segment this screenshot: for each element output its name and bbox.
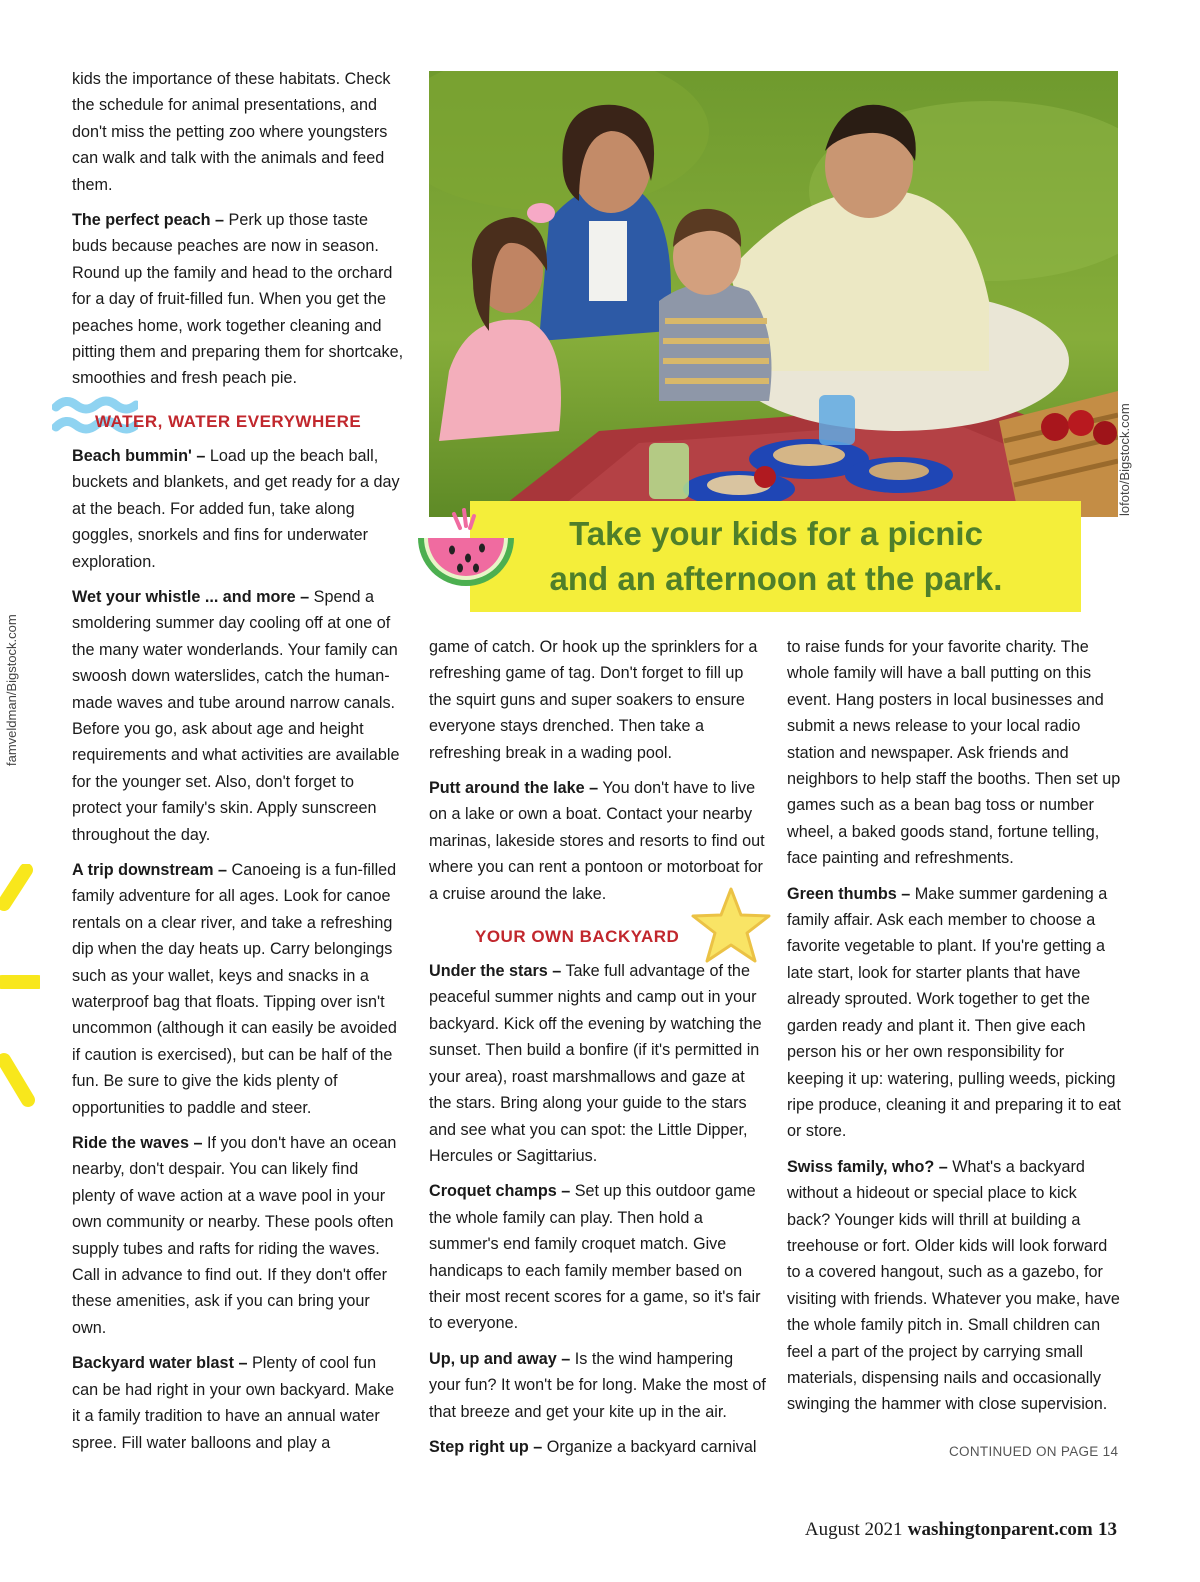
picnic-photo <box>429 71 1118 517</box>
carnival-heading: Step right up – <box>429 1437 543 1456</box>
section-title: WATER, WATER EVERYWHERE <box>95 411 362 431</box>
paragraph-beach <box>72 443 404 575</box>
article-column-2 <box>429 634 769 1469</box>
trip-text: Canoeing is a fun-filled family adventure for all ages. Look for canoe rentals on a clear river, and take a refreshing dip when the day heats up. Carry belongings such as your wallet, keys and snacks in a waterproof bag that floats. Tipping over isn't uncommon (although it can easily be avoided if caution is exercised), but can be half of the fun. Be sure to give the kids plenty of opportunities to paddle and steer. <box>72 860 397 1117</box>
website: washingtonparent.com <box>907 1519 1093 1540</box>
paragraph-whistle <box>72 584 404 848</box>
hideout-heading: Swiss family, who? – <box>787 1157 948 1176</box>
stars-heading: Under the stars – <box>429 962 562 981</box>
page-number: 13 <box>1098 1519 1117 1540</box>
caption-line-1: Take your kids for a picnic <box>569 515 983 552</box>
paragraph-kite <box>429 1346 769 1425</box>
article-column-3 <box>787 634 1121 1427</box>
peach-text: Perk up those taste buds because peaches are now in season. Round up the family and head to the orchard for a day of fruit-filled fun. When you get the peaches home, work together cleaning and pitting them and preparing them for shortcake, smoothies and fresh peach pie. <box>72 211 404 388</box>
picnic-illustration <box>429 71 1118 517</box>
paragraph-catch: game of catch. Or hook up the sprinklers for a refreshing game of tag. Don't forget to fill up the squirt guns and super soakers to ensure everyone stays drenched. Then take a refreshing break in a wading pool. <box>429 638 758 762</box>
article-column-1 <box>72 66 404 1465</box>
whistle-text: Spend a smoldering summer day cooling off at one of the many water wonderlands. Your family can swoosh down waterslides, catch the human-made waves and tube around narrow canals. Before you go, ask about age and height requirements and what activities are available for the younger set. Also, don't forget to protect your family's skin. Apply sunscreen throughout the day. <box>72 587 400 844</box>
kite-text: Is the wind hampering your fun? It won't be for long. Make the most of that breeze and get your kite up in the air. <box>429 1349 766 1421</box>
caption-line-2: and an afternoon at the park. <box>549 560 1003 597</box>
beach-text: Load up the beach ball, buckets and blankets, and get ready for a day at the beach. For added fun, take along goggles, snorkels and fins for underwater exploration. <box>72 446 400 571</box>
paragraph-trip <box>72 857 404 1121</box>
paragraph-stars <box>429 958 769 1169</box>
paragraph-peach <box>72 207 404 392</box>
beach-heading: Beach bummin' – <box>72 446 206 465</box>
paragraph-charity: to raise funds for your favorite charity. The whole family will have a ball putting on this event. Hang posters in local businesses and submit a news release to your local radio station and newspaper. Ask friends and neighbors to help staff the booths. Then set up games such as a bean bag toss or number wheel, a baked goods stand, fortune telling, face painting and refreshments. <box>787 638 1121 868</box>
sun-rays-icon <box>0 864 40 1124</box>
waves-heading: Ride the waves – <box>72 1134 203 1153</box>
issue-date: August 2021 <box>804 1519 903 1540</box>
croquet-heading: Croquet champs – <box>429 1182 571 1201</box>
blast-heading: Backyard water blast – <box>72 1354 248 1373</box>
whistle-heading: Wet your whistle ... and more – <box>72 587 310 606</box>
lake-heading: Putt around the lake – <box>429 779 599 798</box>
side-photo-credit: famveldman/Bigstock.com <box>4 614 19 766</box>
paragraph-carnival <box>429 1434 769 1460</box>
page-footer <box>805 1519 1117 1541</box>
garden-text: Make summer gardening a family affair. Ask each member to choose a favorite vegetable to plant. If you're getting a late start, look for starter plants that have already sprouted. Work together to get the garden ready and plant it. Then give each person his or her own responsibility for keeping it up: watering, pulling weeds, picking ripe produce, cleaning it and preparing it to eat or store. <box>787 884 1121 1141</box>
trip-heading: A trip downstream – <box>72 860 228 879</box>
section-title: YOUR OWN BACKYARD <box>475 927 680 947</box>
blast-text: Plenty of cool fun can be had right in your own backyard. Make it a family tradition to have an annual water spree. Fill water balloons and play a <box>72 1354 395 1452</box>
lake-text: You don't have to live on a lake or own a boat. Contact your nearby marinas, lakeside stores and resorts to find out where you can rent a pontoon or motorboat for a cruise around the lake. <box>429 779 765 903</box>
paragraph-hideout <box>787 1154 1121 1418</box>
paragraph-blast <box>72 1350 404 1456</box>
peach-heading: The perfect peach – <box>72 211 225 230</box>
kite-heading: Up, up and away – <box>429 1349 571 1368</box>
photo-caption <box>476 511 1076 601</box>
stars-text: Take full advantage of the peaceful summer nights and camp out in your backyard. Kick off the evening by watching the sunset. Then build a bonfire (if it's permitted in your area), roast marshmallows and gaze at the stars. Bring along your guide to the stars and see what you can spot: the Little Dipper, Hercules or Sagittarius. <box>429 962 762 1165</box>
carnival-text: Organize a backyard carnival <box>542 1437 757 1456</box>
paragraph-waves <box>72 1130 404 1341</box>
star-icon <box>690 885 772 965</box>
section-heading-water <box>72 401 404 441</box>
hideout-text: What's a backyard without a hideout or special place to kick back? Younger kids will thrill at building a treehouse or fort. Older kids will look forward to a covered hangout, such as a gazebo, for visiting with friends. Whatever you make, have the whole family pitch in. Small children can feel a part of the project by carrying small materials, dispensing nails and occasionally swinging the hammer with close supervision. <box>787 1157 1120 1414</box>
photo-credit: lofoto/Bigstock.com <box>1117 403 1132 516</box>
continued-note: CONTINUED ON PAGE 14 <box>949 1444 1119 1459</box>
garden-heading: Green thumbs – <box>787 884 911 903</box>
waves-text: If you don't have an ocean nearby, don't despair. You can likely find plenty of wave action at a wave pool in your own community or nearby. These pools often supply tubes and rafts for riding the waves. Call in advance to find out. If they don't offer these amenities, ask if you can bring your own. <box>72 1134 397 1337</box>
paragraph-croquet <box>429 1178 769 1336</box>
paragraph-habitats: kids the importance of these habitats. Check the schedule for animal presentations, and don't miss the petting zoo where youngsters can walk and talk with the animals and feed them. <box>72 70 391 194</box>
croquet-text: Set up this outdoor game the whole family can play. Then hold a summer's end family croquet match. Give handicaps to each family member based on their most recent scores for a game, so it's fair to everyone. <box>429 1182 761 1333</box>
paragraph-garden <box>787 881 1121 1145</box>
